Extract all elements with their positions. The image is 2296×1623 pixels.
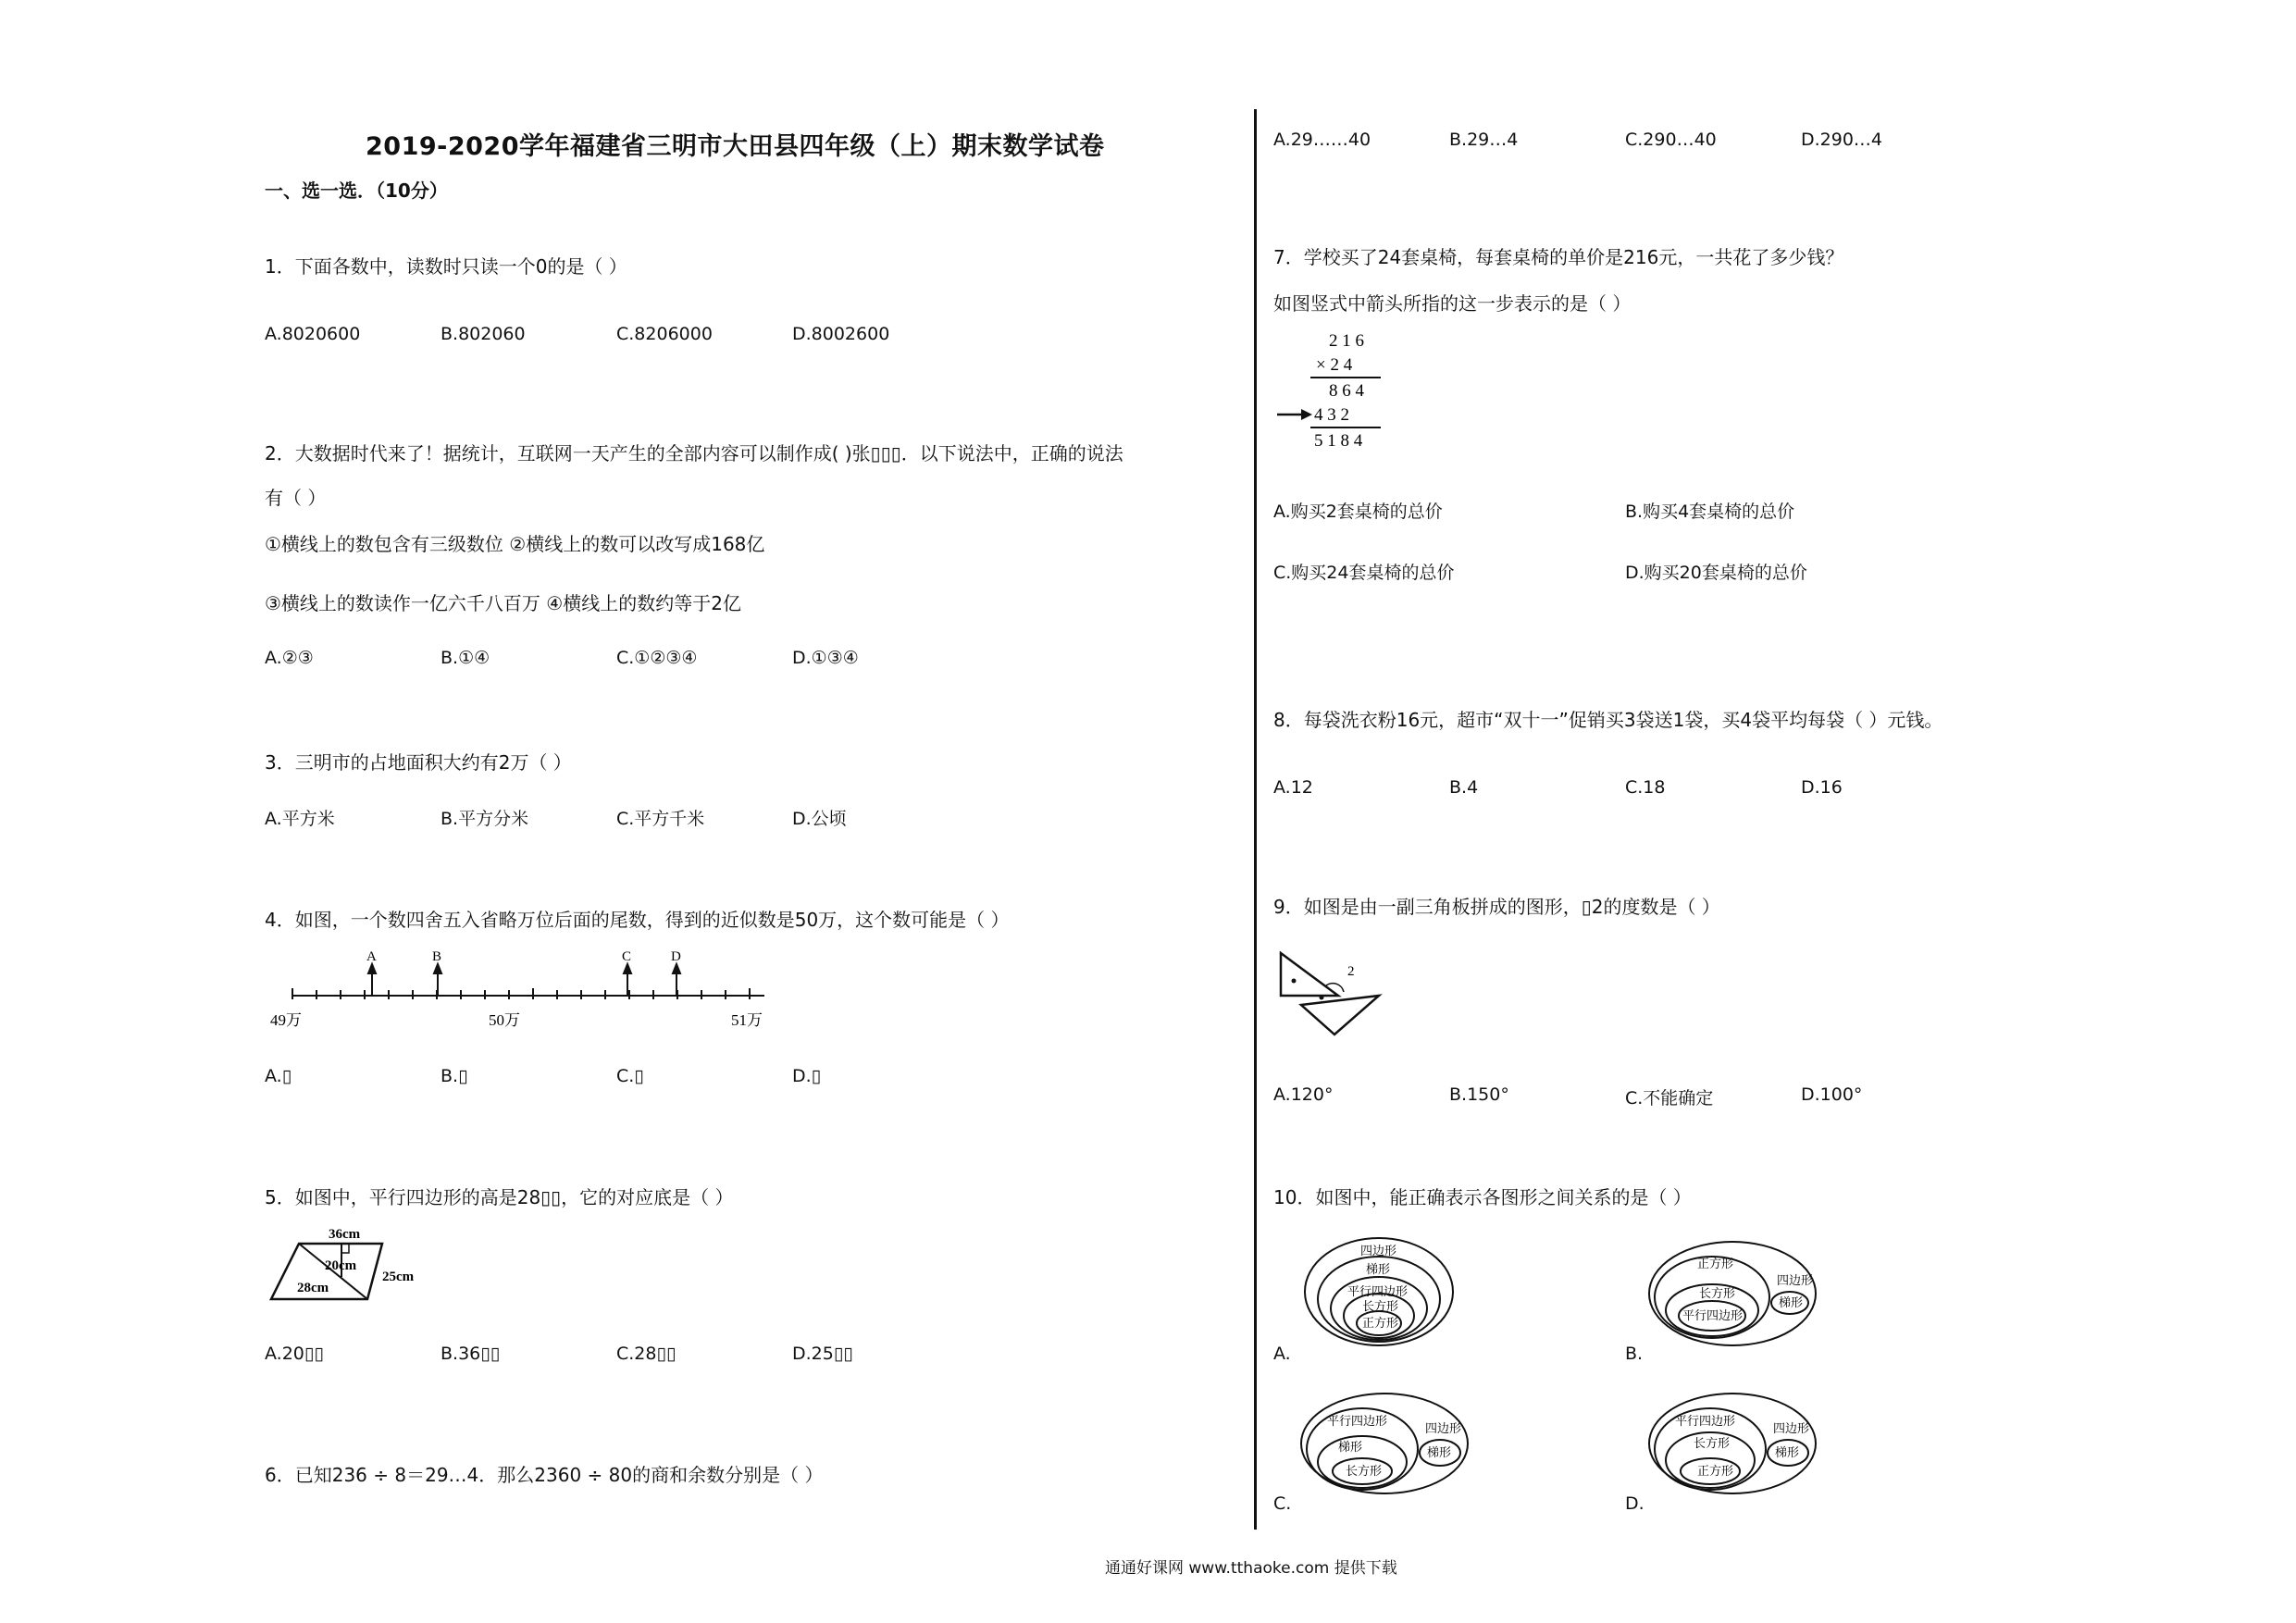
q10-option-a[interactable]: A.: [1273, 1344, 1291, 1364]
label-50wan: 50万: [489, 1011, 520, 1029]
label-25cm: 25cm: [382, 1270, 415, 1284]
q10-option-d[interactable]: D.: [1625, 1493, 1644, 1514]
label-quadrilateral-b: 四边形: [1777, 1273, 1814, 1287]
q2-option-d[interactable]: D.①③④: [792, 648, 859, 668]
q10-option-c[interactable]: C.: [1273, 1493, 1292, 1514]
label-trapezoid-b: 梯形: [1779, 1295, 1804, 1309]
q6-option-b[interactable]: B.29…4: [1449, 130, 1519, 150]
point-c-label: C: [622, 949, 632, 964]
label-rectangle: 长方形: [1362, 1299, 1399, 1313]
question-2-text: 2．大数据时代来了！据统计，互联网一天产生的全部内容可以制作成( )张▯▯▯．以下说法中，正确的说法: [265, 442, 1123, 465]
q9-option-b[interactable]: B.150°: [1449, 1084, 1509, 1105]
q7-option-d[interactable]: D.购买20套桌椅的总价: [1625, 563, 1807, 583]
question-9-text: 9．如图是由一副三角板拼成的图形，▯2的度数是（ ）: [1273, 896, 1720, 918]
label-49wan: 49万: [270, 1011, 302, 1029]
label-rectangle-d: 长方形: [1694, 1436, 1731, 1450]
number-line-figure: [259, 944, 787, 1036]
q10-option-b[interactable]: B.: [1625, 1344, 1644, 1364]
question-10-text: 10．如图中，能正确表示各图形之间关系的是（ ）: [1273, 1186, 1692, 1208]
q5-option-b[interactable]: B.36▯▯: [441, 1344, 501, 1364]
label-trapezoid-d: 梯形: [1775, 1445, 1800, 1459]
column-divider: [1254, 109, 1257, 1530]
q2-option-c[interactable]: C.①②③④: [616, 648, 698, 668]
parallelogram-figure: [264, 1221, 430, 1305]
question-4-text: 4．如图，一个数四舍五入省略万位后面的尾数，得到的近似数是50万，这个数可能是（ ）: [265, 909, 1010, 931]
q9-option-a[interactable]: A.120°: [1273, 1084, 1334, 1105]
q6-option-c[interactable]: C.290…40: [1625, 130, 1717, 150]
q6-option-d[interactable]: D.290…4: [1801, 130, 1883, 150]
angle-2-label: 2: [1347, 964, 1355, 979]
question-7-text-cont: 如图竖式中箭头所指的这一步表示的是（ ）: [1273, 292, 1632, 315]
q8-option-d[interactable]: D.16: [1801, 777, 1843, 798]
q9-option-c[interactable]: C.不能确定: [1625, 1088, 1714, 1109]
q2-option-a[interactable]: A.②③: [265, 648, 314, 668]
label-trapezoid-c: 梯形: [1338, 1440, 1363, 1454]
q9-option-d[interactable]: D.100°: [1801, 1084, 1863, 1105]
q4-option-d[interactable]: D.▯: [792, 1066, 822, 1086]
label-parallelogram: 平行四边形: [1347, 1284, 1409, 1298]
label-square-d: 正方形: [1697, 1464, 1734, 1478]
label-quadrilateral-c: 四边形: [1425, 1421, 1462, 1435]
triangle-set-figure: [1277, 948, 1388, 1040]
label-quadrilateral: 四边形: [1360, 1244, 1397, 1258]
q3-option-a[interactable]: A.平方米: [265, 809, 335, 829]
question-3-text: 3．三明市的占地面积大约有2万（ ）: [265, 751, 572, 774]
q5-option-a[interactable]: A.20▯▯: [265, 1344, 324, 1364]
venn-diagram-b: [1644, 1236, 1829, 1347]
question-1-text: 1．下面各数中，读数时只读一个0的是（ ）: [265, 255, 627, 278]
q8-option-a[interactable]: A.12: [1273, 777, 1313, 798]
calc-row-4: 4 3 2: [1314, 405, 1349, 425]
q4-option-a[interactable]: A.▯: [265, 1066, 292, 1086]
q7-option-b[interactable]: B.购买4套桌椅的总价: [1625, 502, 1795, 522]
calc-row-5: 5 1 8 4: [1314, 431, 1363, 451]
point-d-label: D: [671, 949, 681, 964]
q6-option-a[interactable]: A.29……40: [1273, 130, 1371, 150]
calc-row-2: × 2 4: [1316, 355, 1353, 375]
q1-option-a[interactable]: A.8020600: [265, 324, 361, 344]
calc-row-1: 2 1 6: [1329, 331, 1364, 351]
label-quadrilateral-d: 四边形: [1773, 1421, 1810, 1435]
label-square: 正方形: [1362, 1316, 1399, 1330]
point-a-label: A: [366, 949, 377, 964]
label-51wan: 51万: [731, 1011, 763, 1029]
vertical-multiplication-figure: [1273, 326, 1394, 455]
question-7-text: 7．学校买了24套桌椅，每套桌椅的单价是216元，一共花了多少钱？: [1273, 246, 1844, 268]
arrow-icon: [1277, 409, 1312, 420]
q5-option-c[interactable]: C.28▯▯: [616, 1344, 676, 1364]
q5-option-d[interactable]: D.25▯▯: [792, 1344, 853, 1364]
label-36cm: 36cm: [329, 1227, 361, 1242]
venn-diagram-c: [1296, 1388, 1481, 1499]
q1-option-b[interactable]: B.802060: [441, 324, 526, 344]
q3-option-b[interactable]: B.平方分米: [441, 809, 529, 829]
venn-diagram-d: [1644, 1388, 1829, 1499]
q4-option-c[interactable]: C.▯: [616, 1066, 644, 1086]
question-2-statement-1: ①横线上的数包含有三级数位 ②横线上的数可以改写成168亿: [265, 533, 765, 555]
question-6-text: 6．已知236 ÷ 8＝29…4．那么2360 ÷ 80的商和余数分别是（ ）: [265, 1464, 824, 1486]
q4-option-b[interactable]: B.▯: [441, 1066, 468, 1086]
venn-diagram-a: [1296, 1231, 1462, 1351]
q1-option-d[interactable]: D.8002600: [792, 324, 890, 344]
question-8-text: 8．每袋洗衣粉16元，超市“双十一”促销买3袋送1袋，买4袋平均每袋（ ）元钱。: [1273, 709, 1943, 731]
q1-option-c[interactable]: C.8206000: [616, 324, 713, 344]
calc-row-3: 8 6 4: [1329, 381, 1364, 401]
label-20cm: 20cm: [325, 1258, 357, 1273]
label-parallelogram-b: 平行四边形: [1682, 1308, 1744, 1322]
question-2-text-cont: 有（ ）: [265, 487, 327, 509]
q8-option-b[interactable]: B.4: [1449, 777, 1479, 798]
q3-option-c[interactable]: C.平方千米: [616, 809, 705, 829]
label-parallelogram-c: 平行四边形: [1327, 1414, 1388, 1428]
label-28cm: 28cm: [297, 1281, 329, 1295]
question-5-text: 5．如图中，平行四边形的高是28▯▯，它的对应底是（ ）: [265, 1186, 734, 1208]
label-trapezoid: 梯形: [1366, 1262, 1391, 1276]
q2-option-b[interactable]: B.①④: [441, 648, 490, 668]
point-b-label: B: [432, 949, 442, 964]
label-parallelogram-d: 平行四边形: [1675, 1414, 1736, 1428]
label-trapezoid-c2: 梯形: [1427, 1445, 1452, 1459]
label-square-b: 正方形: [1697, 1257, 1734, 1270]
section-heading: 一、选一选．（10分）: [265, 180, 448, 202]
page-title: 2019-2020学年福建省三明市大田县四年级（上）期末数学试卷: [366, 132, 1105, 161]
q3-option-d[interactable]: D.公顷: [792, 809, 847, 829]
q8-option-c[interactable]: C.18: [1625, 777, 1666, 798]
label-rectangle-b: 长方形: [1699, 1286, 1736, 1300]
label-rectangle-c: 长方形: [1346, 1464, 1383, 1478]
q7-option-a[interactable]: A.购买2套桌椅的总价: [1273, 502, 1443, 522]
question-2-statement-2: ③横线上的数读作一亿六千八百万 ④横线上的数约等于2亿: [265, 592, 741, 614]
footer-source: 通通好课网 www.tthaoke.com 提供下载: [1105, 1559, 1397, 1578]
q7-option-c[interactable]: C.购买24套桌椅的总价: [1273, 563, 1455, 583]
